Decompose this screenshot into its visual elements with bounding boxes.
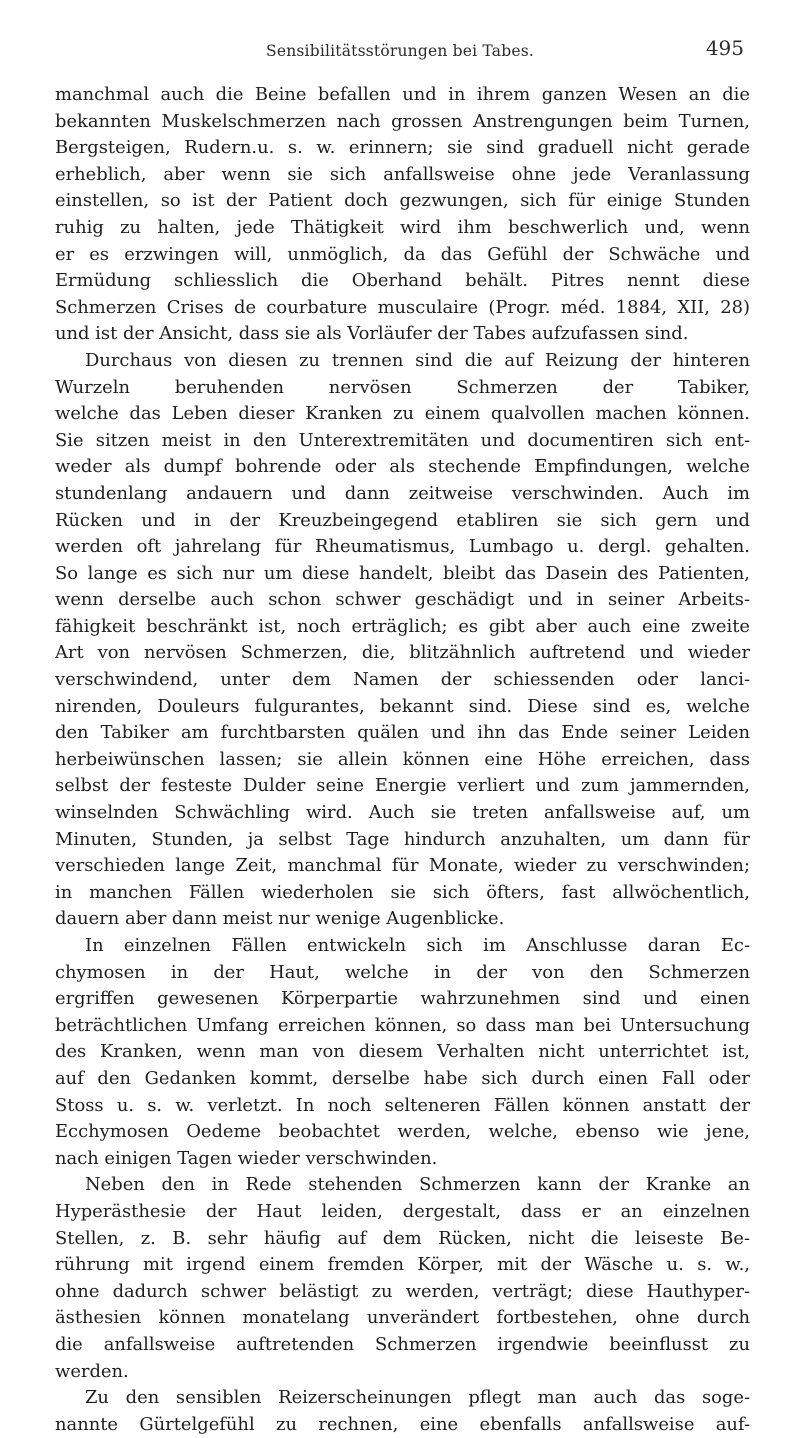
text-line: winselnden Schwächling wird. Auch sie treten anfallsweise auf, um <box>55 802 750 824</box>
text-line: Schmerzen Crises de courbature musculaire (Progr. méd. 1884, XII, 28) <box>55 296 750 318</box>
text-line: verschieden lange Zeit, manchmal für Monate, wieder zu verschwinden; <box>55 855 750 877</box>
text-line: ruhig zu halten, jede Thätigkeit wird ihm beschwerlich und, wenn <box>55 216 750 238</box>
text-line: erheblich, aber wenn sie sich anfallsweise ohne jede Veranlassung <box>55 163 750 185</box>
running-head: Sensibilitätsstörungen bei Tabes. <box>266 42 534 60</box>
text-line: Bergsteigen, Rudern.u. s. w. erinnern; sie sind graduell nicht gerade <box>55 137 750 159</box>
text-line: weder als dumpf bohrende oder als stechende Empfindungen, welche <box>55 456 750 478</box>
text-line: bekannten Muskelschmerzen nach grossen Anstrengungen beim Turnen, <box>55 110 750 132</box>
text-line: werden. <box>55 1360 129 1382</box>
text-line: In einzelnen Fällen entwickeln sich im Anschlusse daran Ec- <box>85 935 750 956</box>
text-line: rührung mit irgend einem fremden Körper, mit der Wäsche u. s. w., <box>55 1254 750 1276</box>
text-line: Hyperästhesie der Haut leiden, dergestalt, dass er an einzelnen <box>55 1200 750 1222</box>
text-line: manchmal auch die Beine befallen und in ihrem ganzen Wesen an die <box>55 84 750 105</box>
text-line: den Tabiker am furchtbarsten quälen und ihn das Ende seiner Leiden <box>55 722 750 744</box>
page-header <box>0 36 800 66</box>
text-line: auf den Gedanken kommt, derselbe habe sich durch einen Fall oder <box>55 1067 750 1089</box>
text-line: Zu den sensiblen Reizerscheinungen pflegt man auch das soge- <box>85 1387 750 1409</box>
text-line: stundenlang andauern und dann zeitweise verschwinden. Auch im <box>55 482 750 504</box>
text-line: beträchtlichen Umfang erreichen können, so dass man bei Untersuchung <box>55 1014 750 1036</box>
text-line: Ermüdung schliesslich die Oberhand behält. Pitres nennt diese <box>55 270 750 292</box>
text-line: welche das Leben dieser Kranken zu einem qualvollen machen können. <box>55 403 750 425</box>
text-line: ästhesien können monatelang unverändert fortbestehen, ohne durch <box>55 1307 750 1329</box>
text-line: Ecchymosen Oedeme beobachtet werden, welche, ebenso wie jene, <box>55 1121 750 1143</box>
text-line: wenn derselbe auch schon schwer geschädigt und in seiner Arbeits- <box>55 589 750 611</box>
text-line: nirenden, Douleurs fulgurantes, bekannt sind. Diese sind es, welche <box>55 695 750 717</box>
text-line: herbeiwünschen lassen; sie allein können eine Höhe erreichen, dass <box>55 748 750 770</box>
text-line: So lange es sich nur um diese handelt, bleibt das Dasein des Patienten, <box>55 562 750 584</box>
text-line: des Kranken, wenn man von diesem Verhalten nicht unterrichtet ist, <box>55 1041 750 1063</box>
text-line: und ist der Ansicht, dass sie als Vorläufer der Tabes aufzufassen sind. <box>55 323 689 345</box>
text-line: selbst der festeste Dulder seine Energie verliert und zum jammernden, <box>55 775 750 797</box>
text-line: verschwindend, unter dem Namen der schiessenden oder lanci- <box>55 669 750 691</box>
text-line: Art von nervösen Schmerzen, die, blitzähnlich auftretend und wieder <box>55 642 750 664</box>
page-number: 495 <box>705 36 744 60</box>
text-line: er es erzwingen will, unmöglich, da das Gefühl der Schwäche und <box>55 243 750 265</box>
body-text <box>55 82 750 1438</box>
text-line: dauern aber dann meist nur wenige Augenblicke. <box>55 908 505 930</box>
text-line: nach einigen Tagen wieder verschwinden. <box>55 1147 438 1169</box>
text-line: Sie sitzen meist in den Unterextremitäten und documentiren sich ent- <box>55 429 750 451</box>
text-line: nannte Gürtelgefühl zu rechnen, eine ebenfalls anfallsweise auf- <box>55 1413 750 1435</box>
text-line: Rücken und in der Kreuzbeingegend etabliren sie sich gern und <box>55 509 750 531</box>
text-line: werden oft jahrelang für Rheumatismus, Lumbago u. dergl. gehalten. <box>55 536 750 558</box>
text-line: chymosen in der Haut, welche in der von den Schmerzen <box>55 961 750 983</box>
text-line: Neben den in Rede stehenden Schmerzen kann der Kranke an <box>85 1174 750 1196</box>
text-line: einstellen, so ist der Patient doch gezwungen, sich für einige Stunden <box>55 190 750 212</box>
text-line: Stellen, z. B. sehr häufig auf dem Rücken, nicht die leiseste Be- <box>55 1227 750 1249</box>
text-line: Wurzeln beruhenden nervösen Schmerzen der Tabiker, <box>55 376 750 398</box>
text-line: in manchen Fällen wiederholen sie sich öfters, fast allwöchentlich, <box>55 881 750 903</box>
text-line: Minuten, Stunden, ja selbst Tage hindurch anzuhalten, um dann für <box>55 828 750 850</box>
text-line: ergriffen gewesenen Körperpartie wahrzunehmen sind und einen <box>55 988 750 1010</box>
text-line: die anfallsweise auftretenden Schmerzen irgendwie beeinflusst zu <box>55 1333 750 1355</box>
text-line: Durchaus von diesen zu trennen sind die auf Reizung der hinteren <box>85 349 750 371</box>
text-line: ohne dadurch schwer belästigt zu werden, verträgt; diese Hauthyper- <box>55 1280 750 1302</box>
text-line: fähigkeit beschränkt ist, noch erträglich; es gibt aber auch eine zweite <box>55 615 750 637</box>
text-line: Stoss u. s. w. verletzt. In noch selteneren Fällen können anstatt der <box>55 1094 750 1116</box>
